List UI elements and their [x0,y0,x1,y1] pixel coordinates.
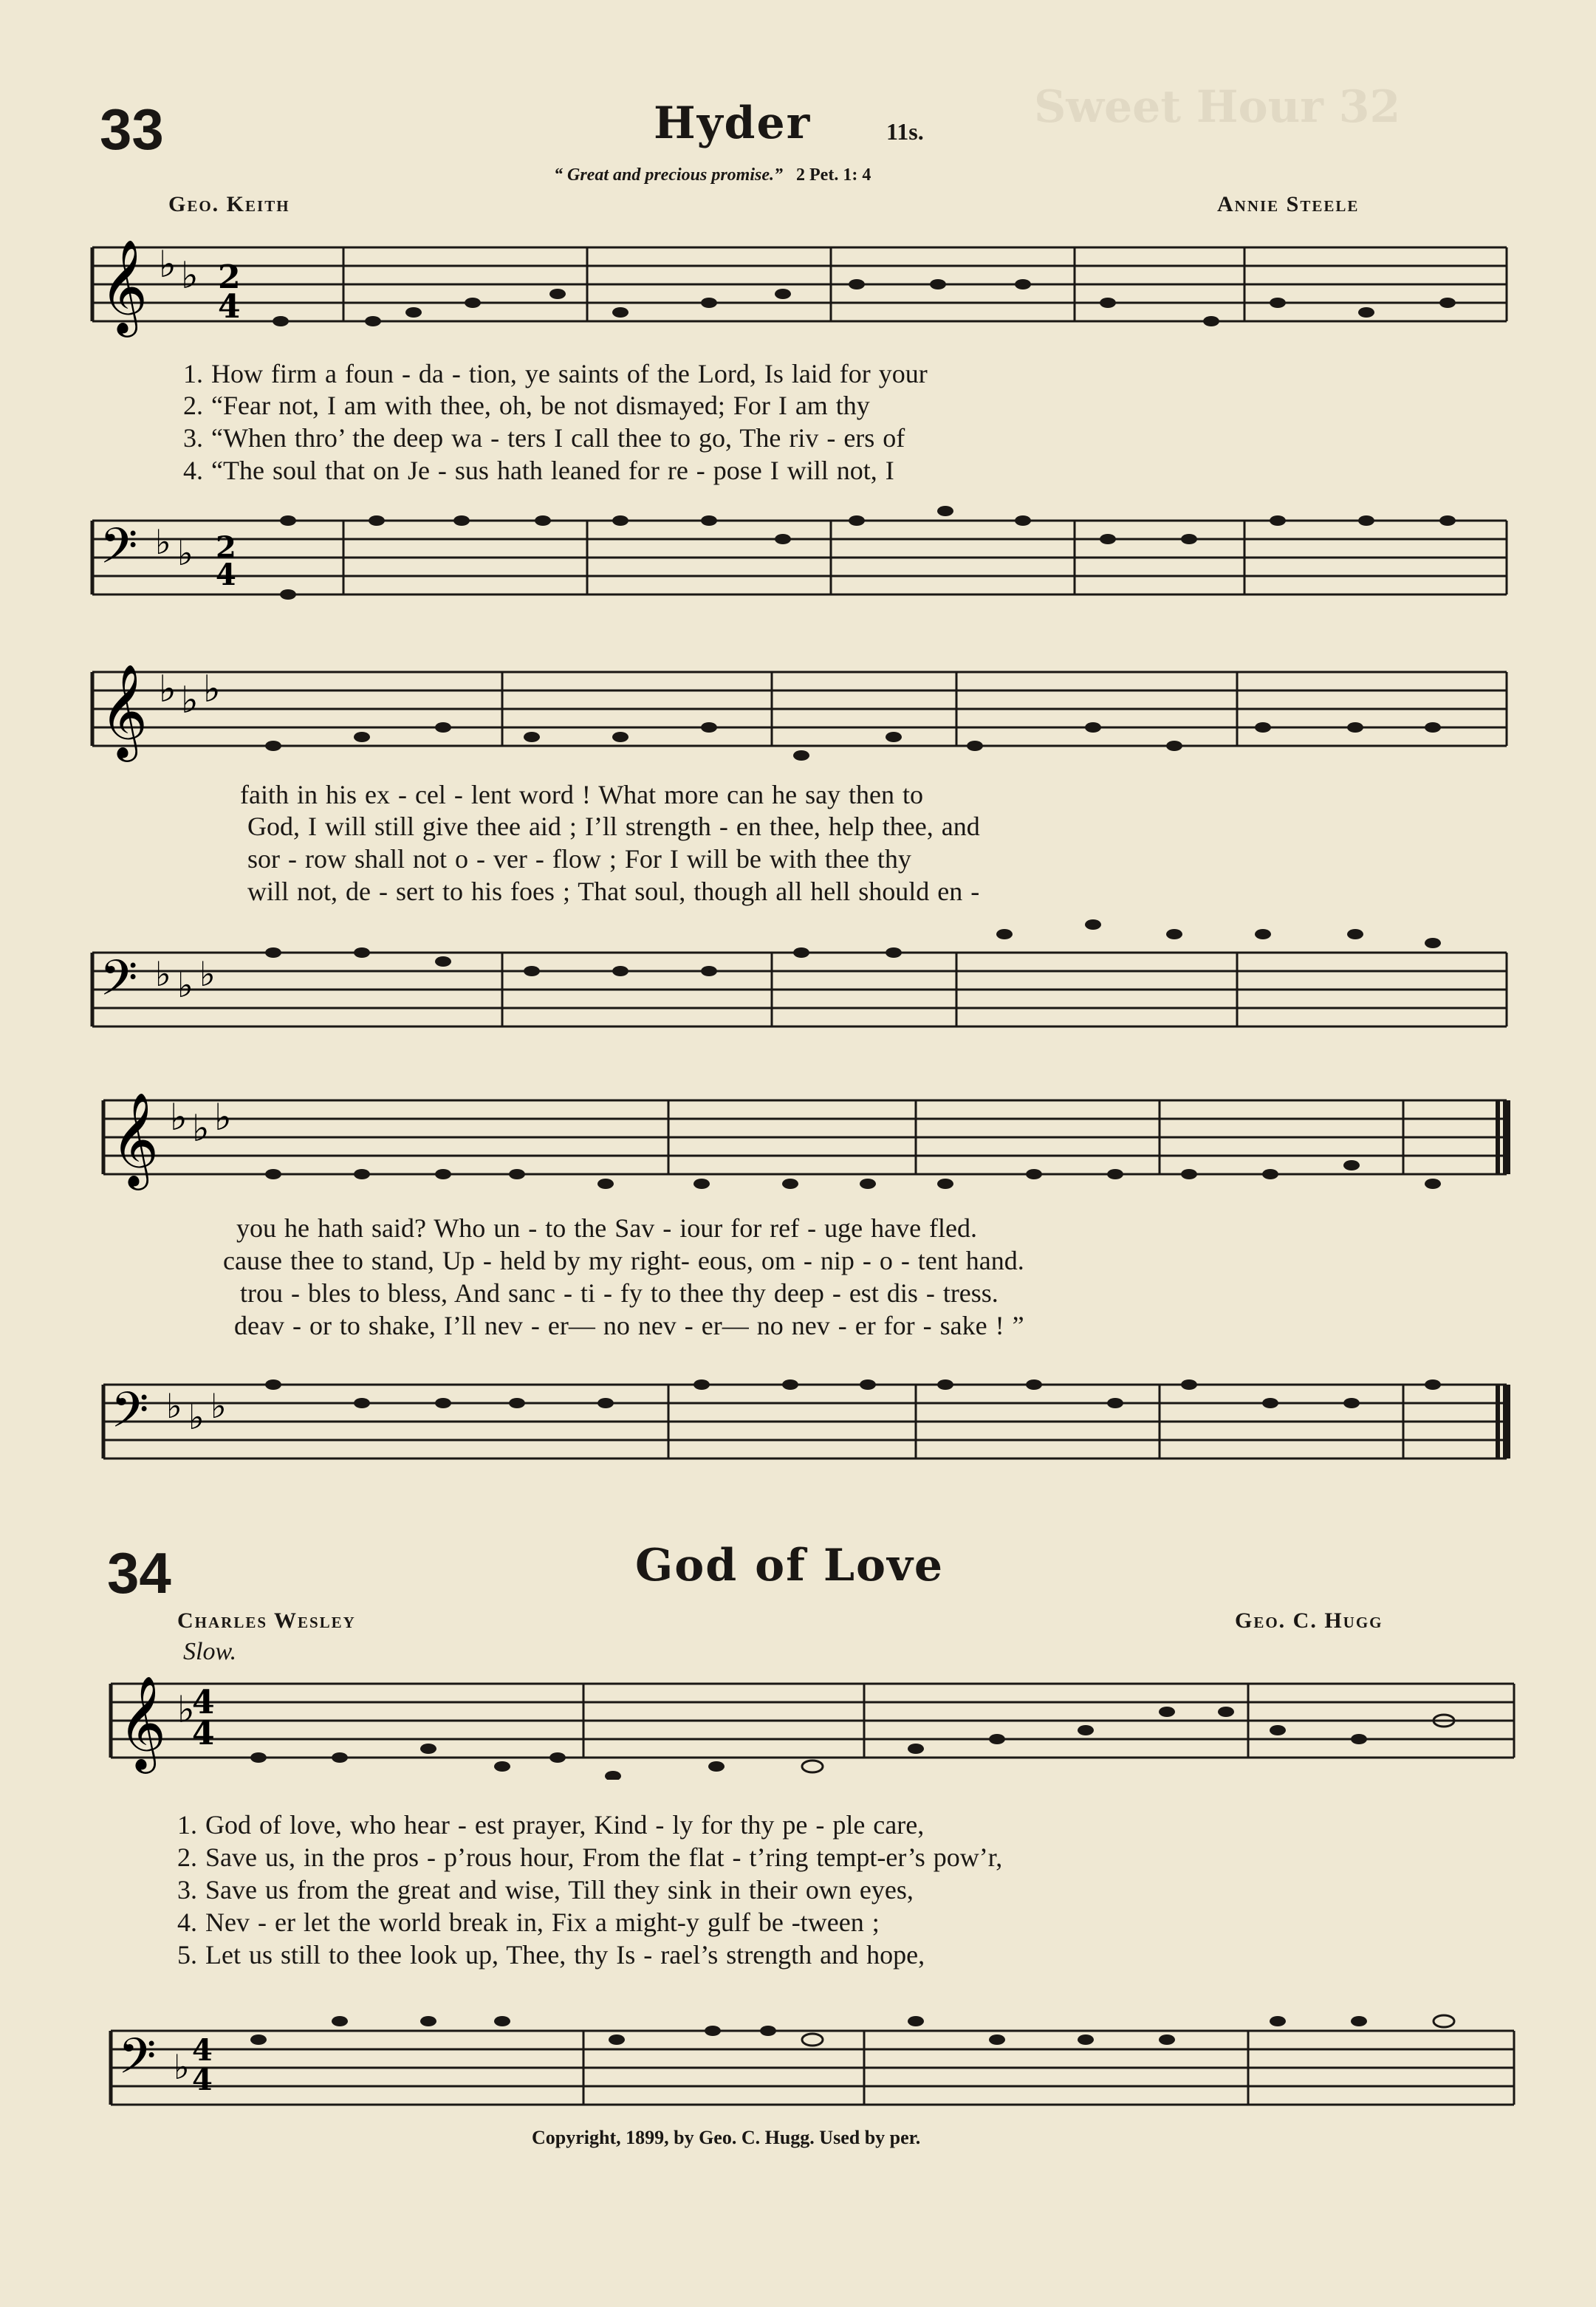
hymn-meter: 11s. [886,118,924,145]
author-credit: Charles Wesley [177,1608,356,1633]
bass-staff-system-2 [0,916,1596,1056]
svg-text:♭: ♭ [188,1397,205,1437]
svg-text:𝄢: 𝄢 [100,950,138,1018]
lyric-line-verse-3: 3. Save us from the great and wise, Till they sink in their own eyes, [177,1875,914,1905]
svg-text:♭: ♭ [181,679,199,721]
composer-credit: Geo. Keith [168,192,290,216]
svg-text:4: 4 [192,1715,215,1752]
svg-text:♭: ♭ [166,1386,182,1426]
scripture-quote: “ Great and precious promise.” [554,165,784,185]
bass-staff-system-3 [0,1348,1596,1495]
svg-text:♭: ♭ [203,668,221,710]
bass-staff-hymn-34 [0,1987,1596,2134]
svg-text:♭: ♭ [192,1107,210,1150]
svg-text:2: 2 [216,530,236,565]
hymn-title: Hyder [654,97,812,149]
scripture-line [554,165,871,185]
svg-text:♭: ♭ [177,965,193,1005]
lyric-line-verse-4: 4. Nev - er let the world break in, Fix a might-y gulf be -tween ; [177,1907,880,1937]
svg-text:♭: ♭ [181,254,199,297]
svg-text:4: 4 [192,1684,215,1721]
svg-text:♭: ♭ [155,954,171,994]
svg-text:♭: ♭ [210,1386,227,1426]
author-credit: Annie Steele [1217,192,1360,216]
lyric-line-verse-2: 2. Save us, in the pros - p’rous hour, From the flat - t’ring tempt-er’s pow’r, [177,1842,1003,1872]
svg-text:4: 4 [192,2063,213,2097]
scripture-reference: 2 Pet. 1: 4 [796,165,871,185]
svg-text:𝄞: 𝄞 [111,1091,160,1186]
lyric-line-verse-1: faith in his ex - cel - lent word ! What more can he say then to [240,780,924,809]
bass-staff-system-1 [0,502,1596,628]
svg-text:2: 2 [218,258,241,296]
treble-staff-system-3 [0,1078,1596,1204]
lyric-line-verse-3: sor - row shall not o - ver - flow ; For I will be with thee thy [247,844,911,874]
composer-credit: Geo. C. Hugg [1235,1608,1383,1633]
treble-staff-hymn-34 [0,1654,1596,1780]
svg-text:𝄢: 𝄢 [111,1382,149,1450]
svg-text:𝄢: 𝄢 [100,518,138,586]
lyric-line-verse-3: trou - bles to bless, And sanc - ti - fy to thee thy deep - est dis - tress. [240,1278,999,1308]
svg-text:♭: ♭ [170,1096,188,1139]
lyric-line-verse-2: cause thee to stand, Up - held by my right- eous, om - nip - o - tent hand. [223,1246,1024,1275]
hymn-number: 34 [107,1540,171,1605]
copyright-notice: Copyright, 1899, by Geo. C. Hugg. Used by per. [532,2127,921,2148]
hymn-title: God of Love [635,1540,945,1591]
svg-text:♭: ♭ [177,533,193,573]
svg-text:♭: ♭ [159,243,177,286]
lyric-line-verse-4: will not, de - sert to his foes ; That soul, though all hell should en - [247,877,980,906]
lyric-line-verse-1: 1. God of love, who hear - est prayer, Kind - ly for thy pe - ple care, [177,1810,925,1840]
svg-text:♭: ♭ [174,2047,190,2087]
lyric-line-verse-2: 2. “Fear not, I am with thee, oh, be not dismayed; For I am thy [183,391,870,420]
tempo-marking: Slow. [183,1638,237,1665]
svg-text:♭: ♭ [159,668,177,710]
lyric-line-verse-3: 3. “When thro’ the deep wa - ters I call thee to go, The riv - ers of [183,423,905,453]
treble-staff-system-2 [0,650,1596,775]
svg-text:♭: ♭ [199,954,216,994]
svg-text:𝄞: 𝄞 [118,1675,167,1769]
lyric-line-verse-5: 5. Let us still to thee look up, Thee, thy Is - rael’s strength and hope, [177,1940,925,1970]
lyric-line-verse-1: 1. How firm a foun - da - tion, ye saints of the Lord, Is laid for your [183,359,928,388]
svg-text:4: 4 [216,558,236,592]
svg-text:♭: ♭ [155,522,171,562]
lyric-line-verse-1: you he hath said? Who un - to the Sav - iour for ref - uge have fled. [236,1213,978,1243]
svg-text:𝄞: 𝄞 [100,663,148,758]
lyric-line-verse-2: God, I will still give thee aid ; I’ll strength - en thee, help thee, and [247,812,980,841]
svg-text:𝄢: 𝄢 [118,2028,157,2097]
show-through-text: Sweet Hour 32 [1034,81,1401,133]
hymn-number: 33 [100,97,164,162]
lyric-line-verse-4: 4. “The soul that on Je - sus hath leaned for re - pose I will not, I [183,456,894,485]
svg-text:♭: ♭ [214,1096,232,1139]
svg-text:4: 4 [192,2033,213,2068]
svg-text:♭: ♭ [177,1688,195,1731]
lyric-line-verse-4: deav - or to shake, I’ll nev - er— no nev - er— no nev - er for - sake ! ” [234,1311,1024,1340]
treble-staff-system-1 [0,233,1596,343]
svg-text:𝄞: 𝄞 [100,239,148,333]
svg-text:4: 4 [218,288,241,326]
